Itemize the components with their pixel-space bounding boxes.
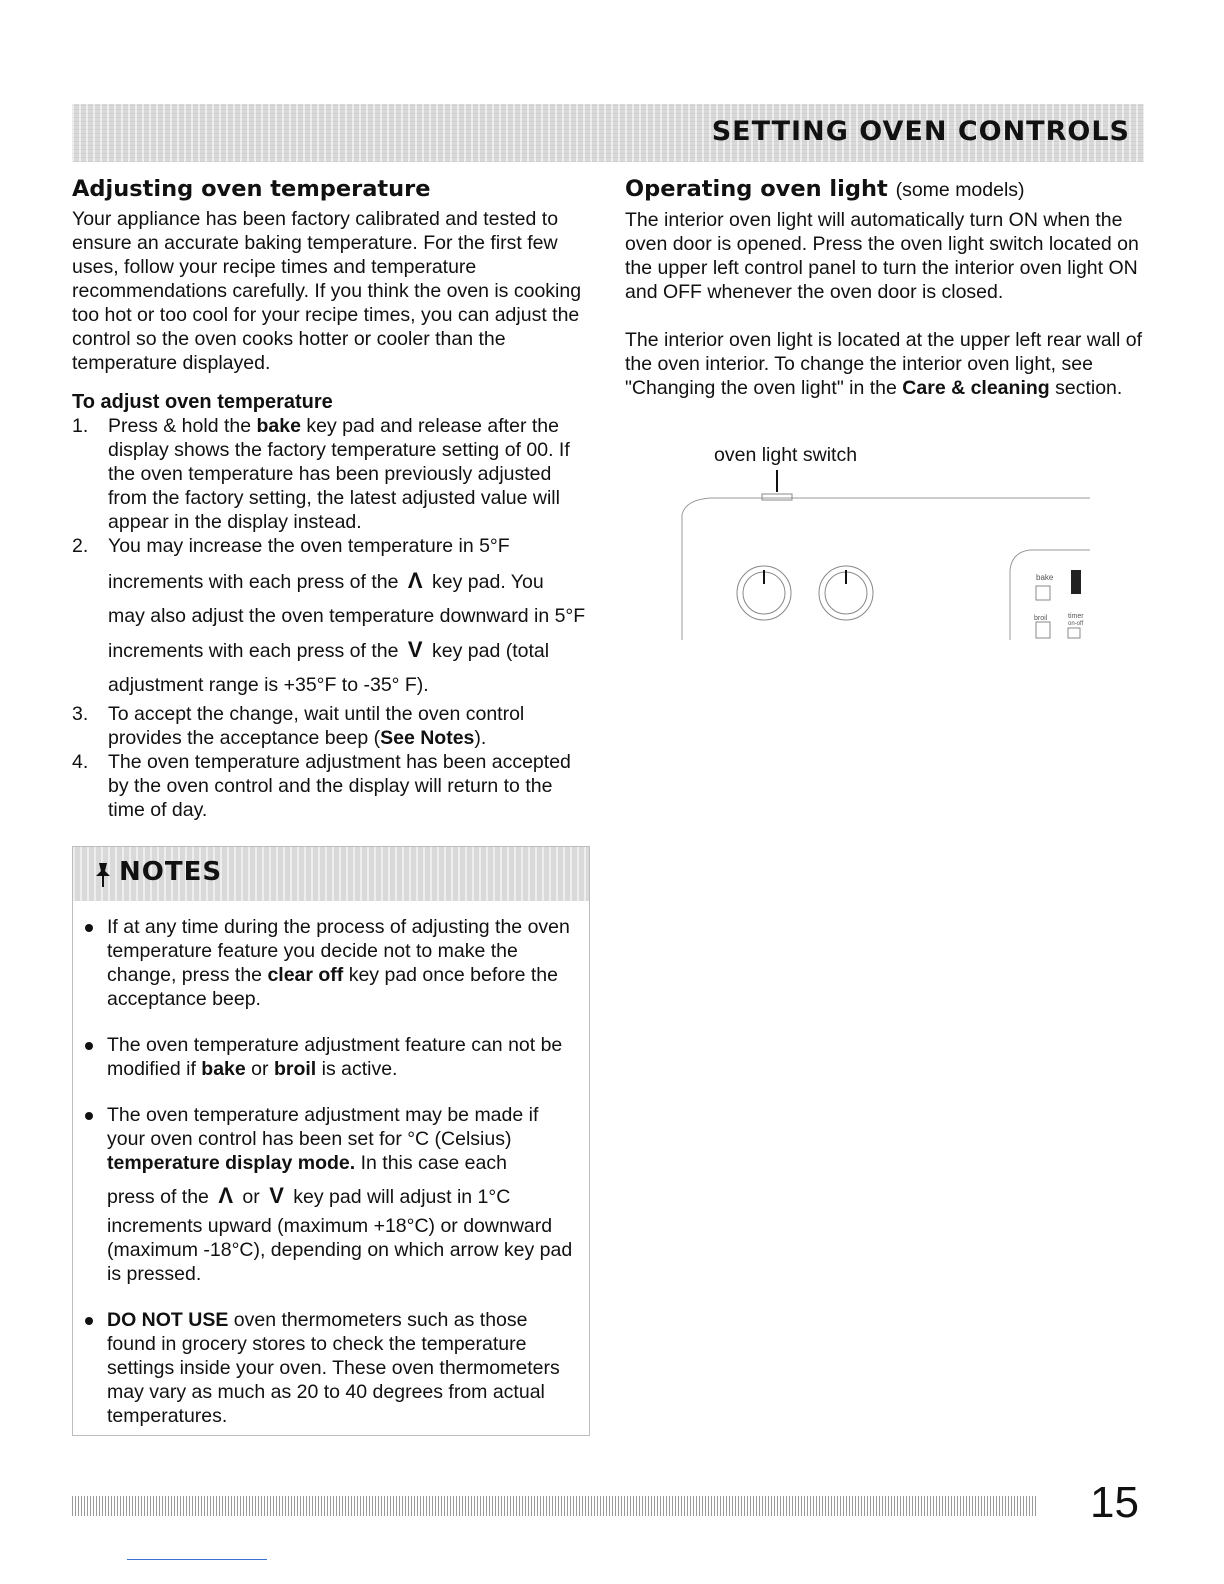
note-item: The oven temperature adjustment feature can not be modified if bake or broil is active. [83,1033,579,1081]
adjusting-intro: Your appliance has been factory calibrated and tested to ensure an accurate baking temperature. For the first few uses, follow your recipe times and temperature recommendations carefully. If you think the oven is cooking too hot or too cool for your recipe times, you can adjust the control so the oven cooks hotter or cooler than the temperature displayed. [72,208,582,374]
note-item: The oven temperature adjustment may be made if your oven control has been set for °C (Celsius) temperature display mode. In this case each press of the Λ or V key pad will adjust in 1°C increments upward (maximum +18°C) or downward (maximum -18°C), depending on which arrow key pad is pressed. [83,1103,579,1286]
bullet-icon [85,924,93,932]
note-item: DO NOT USE oven thermometers such as those found in grocery stores to check the temperature settings inside your oven. These oven thermometers may vary as much as 20 to 40 degrees from actual temperatures. [83,1308,579,1428]
bottom-rule [127,1559,267,1560]
figure-label: oven light switch [714,444,858,466]
notes-list [73,901,589,1428]
oven-light-heading: Operating oven light (some models) [625,176,1025,202]
control-panel-figure [680,440,1100,650]
bullet-icon [85,1317,93,1325]
on-off-key-label: on-off [1068,621,1084,627]
oven-light-para-2: The interior oven light is located at the upper left rear wall of the oven interior. To change the interior oven light, see "Changing the oven light" in the Care & cleaning section. [625,329,1143,399]
note-item: If at any time during the process of adjusting the oven temperature feature you decide not to make the change, press the clear off key pad once before the acceptance beep. [83,915,579,1011]
up-arrow-icon: Λ [218,1183,233,1208]
left-column [72,174,590,822]
bullet-icon [85,1112,93,1120]
step-item: 2. You may increase the oven temperature in 5°F increments with each press of the Λ key pad. You may also adjust the oven temperature downward in 5°F increments with each press of the V key pad (total adjustment range is +35°F to -35° F). [72,535,586,696]
up-arrow-icon: Λ [407,568,423,593]
adjusting-temperature-heading: Adjusting oven temperature [72,176,431,202]
adjust-steps [72,414,590,822]
right-column [625,174,1150,400]
right-knob [819,566,873,620]
step-item: 1. Press & hold the bake key pad and release after the display shows the factory temperature setting of 00. If the oven temperature has been previously adjusted from the factory setting, the latest adjusted value will appear in the display instead. [72,415,570,533]
timer-key-label: timer [1068,613,1084,620]
adjust-subheading: To adjust oven temperature [72,391,333,413]
down-arrow-icon: V [407,637,423,662]
step-item: 4. The oven temperature adjustment has been accepted by the oven control and the display will return to the time of day. [72,751,571,821]
down-arrow-icon: V [269,1183,284,1208]
page-number: 15 [1090,1478,1139,1527]
pushpin-icon [93,861,113,889]
section-title: SETTING OVEN CONTROLS [711,116,1130,147]
step-item: 3. To accept the change, wait until the oven control provides the acceptance beep (See Notes). [72,703,525,749]
broil-key-label: broil [1034,615,1048,622]
bake-key-label: bake [1036,573,1054,582]
notes-header [73,847,589,901]
left-knob [737,566,791,620]
bullet-icon [85,1042,93,1050]
notes-title: NOTES [119,857,223,887]
section-banner [72,104,1144,162]
notes-box [72,846,590,1436]
oven-light-para-1: The interior oven light will automatically turn ON when the oven door is opened. Press the oven light switch located on the upper left control panel to turn the interior oven light ON and OFF whenever the oven door is closed. [625,209,1139,303]
footer-rule [72,1496,1038,1516]
